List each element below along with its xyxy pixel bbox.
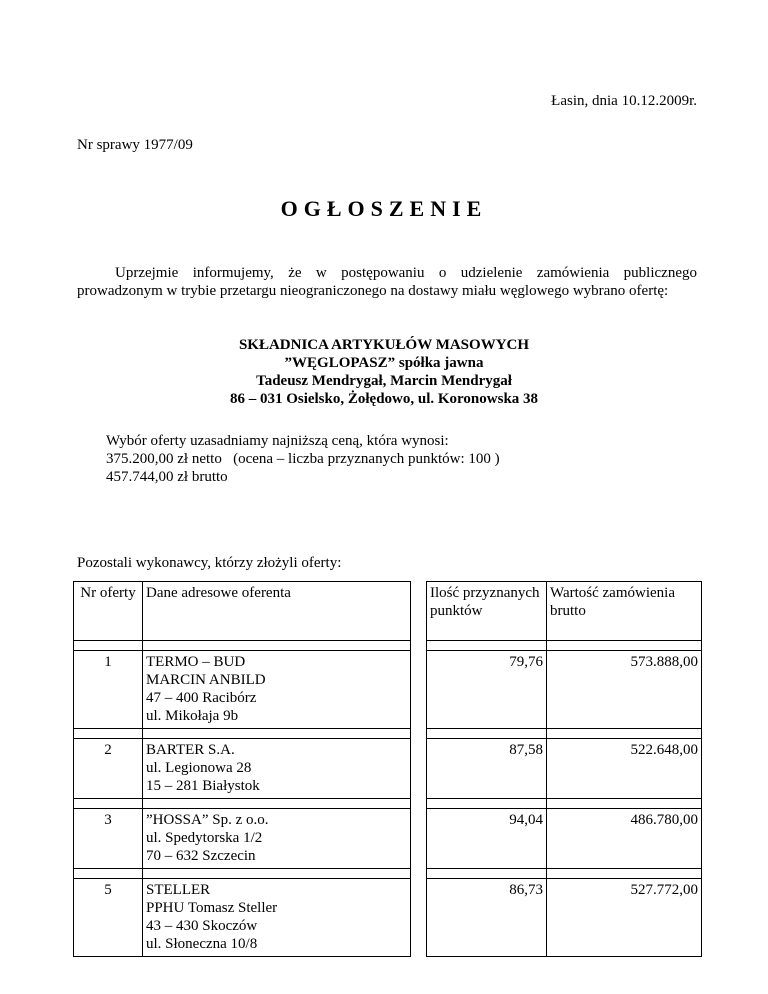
offers-table	[73, 581, 702, 957]
address-line: PPHU Tomasz Steller	[146, 900, 278, 916]
table-row	[74, 739, 702, 799]
table-header-row	[74, 582, 702, 641]
row-value: 573.888,00	[547, 651, 702, 729]
justification	[106, 432, 500, 486]
row-address	[143, 809, 411, 869]
others-heading: Pozostali wykonawcy, którzy złożyli oferty:	[77, 555, 342, 571]
address-line: ul. Spedytorska 1/2	[146, 830, 263, 846]
table-row	[74, 809, 702, 869]
table-gap	[411, 582, 427, 641]
row-points: 86,73	[427, 879, 547, 957]
row-value: 522.648,00	[547, 739, 702, 799]
address-line: ul. Słoneczna 10/8	[146, 936, 258, 952]
table-row	[74, 651, 702, 729]
intro-paragraph	[77, 264, 697, 300]
row-points: 94,04	[427, 809, 547, 869]
row-nr: 3	[74, 809, 143, 869]
justification-gross: 457.744,00 zł brutto	[106, 469, 228, 485]
case-number: Nr sprawy 1977/09	[77, 137, 193, 153]
selected-company	[0, 336, 768, 408]
company-address: 86 – 031 Osielsko, Żołędowo, ul. Koronowska 38	[229, 391, 539, 407]
row-value: 486.780,00	[547, 809, 702, 869]
address-line: 43 – 430 Skoczów	[146, 918, 258, 934]
header-points: Ilość przyznanych punktów	[427, 582, 547, 641]
address-line: ul. Legionowa 28	[146, 760, 252, 776]
address-line: STELLER	[146, 882, 211, 898]
address-line: TERMO – BUD	[146, 654, 246, 670]
address-line: ul. Mikołaja 9b	[146, 708, 239, 724]
address-line: 70 – 632 Szczecin	[146, 848, 256, 864]
row-value: 527.772,00	[547, 879, 702, 957]
row-address	[143, 879, 411, 957]
address-line: MARCIN ANBILD	[146, 672, 266, 688]
intro-text: Uprzejmie informujemy, że w postępowaniu o udzielenie zamówienia publicznego prowadzonym w trybie przetargu nieograniczonego na dostawy miału węglowego wybrano ofertę:	[77, 265, 697, 299]
row-points: 79,76	[427, 651, 547, 729]
address-line: BARTER S.A.	[146, 742, 235, 758]
justification-net: 375.200,00 zł netto (ocena – liczba przyznanych punktów: 100 )	[106, 451, 500, 467]
row-nr: 5	[74, 879, 143, 957]
company-owners: Tadeusz Mendrygał, Marcin Mendrygał	[256, 373, 512, 389]
row-address	[143, 651, 411, 729]
address-line: 15 – 281 Białystok	[146, 778, 260, 794]
header-value: Wartość zamówienia brutto	[547, 582, 702, 641]
table-row	[74, 879, 702, 957]
place-date: Łasin, dnia 10.12.2009r.	[551, 93, 697, 109]
address-line: ”HOSSA” Sp. z o.o.	[146, 812, 269, 828]
row-address	[143, 739, 411, 799]
row-nr: 2	[74, 739, 143, 799]
header-nr: Nr oferty	[74, 582, 143, 641]
page-title: OGŁOSZENIE	[280, 196, 488, 221]
row-points: 87,58	[427, 739, 547, 799]
company-brand: ”WĘGLOPASZ” spółka jawna	[284, 355, 484, 371]
address-line: 47 – 400 Racibórz	[146, 690, 257, 706]
company-name: SKŁADNICA ARTYKUŁÓW MASOWYCH	[238, 337, 530, 353]
row-nr: 1	[74, 651, 143, 729]
header-address: Dane adresowe oferenta	[143, 582, 411, 641]
justification-line-1: Wybór oferty uzasadniamy najniższą ceną, która wynosi:	[106, 433, 449, 449]
